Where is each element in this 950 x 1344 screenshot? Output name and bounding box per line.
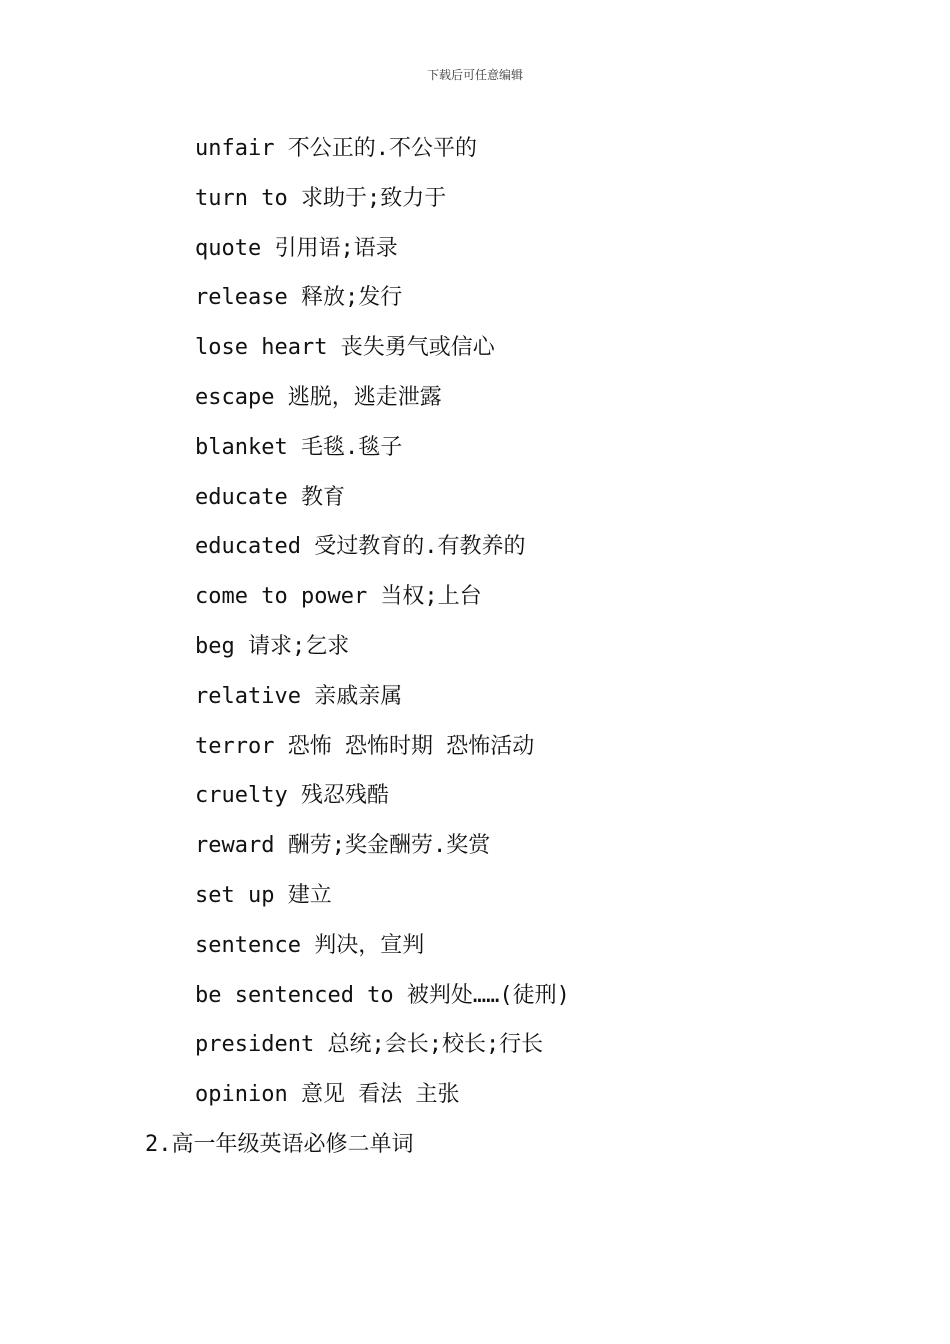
vocab-item: opinion 意见 看法 主张 bbox=[195, 1082, 460, 1108]
vocab-item: president 总统;会长;校长;行长 bbox=[195, 1032, 544, 1058]
vocab-item: escape 逃脱，逃走泄露 bbox=[195, 384, 442, 410]
vocab-item: be sentenced to 被判处……(徒刑) bbox=[195, 982, 570, 1008]
vocab-item: cruelty 残忍残酷 bbox=[195, 783, 389, 809]
vocab-item: blanket 毛毯.毯子 bbox=[195, 434, 403, 460]
vocab-item: unfair 不公正的.不公平的 bbox=[195, 136, 477, 161]
page-header: 下载后可任意编辑 bbox=[426, 68, 523, 82]
vocab-item: release 释放;发行 bbox=[195, 285, 403, 311]
vocab-item: lose heart 丧失勇气或信心 bbox=[195, 335, 495, 361]
vocab-item: turn to 求助于;致力于 bbox=[195, 185, 447, 211]
vocab-list bbox=[195, 128, 570, 1124]
vocab-item: relative 亲戚亲属 bbox=[195, 683, 403, 709]
vocab-item: terror 恐怖 恐怖时期 恐怖活动 bbox=[195, 733, 535, 759]
vocab-item: educate 教育 bbox=[195, 484, 345, 510]
vocab-item: set up 建立 bbox=[195, 882, 332, 908]
vocab-item: quote 引用语;语录 bbox=[195, 235, 398, 261]
vocab-item: come to power 当权;上台 bbox=[195, 584, 482, 610]
section-heading: 2.高一年级英语必修二单词 bbox=[145, 1132, 414, 1157]
vocab-item: reward 酬劳;奖金酬劳.奖赏 bbox=[195, 833, 491, 859]
vocab-item: sentence 判决，宣判 bbox=[195, 932, 425, 958]
vocab-item: educated 受过教育的.有教养的 bbox=[195, 534, 526, 560]
vocab-item: beg 请求;乞求 bbox=[195, 633, 350, 659]
